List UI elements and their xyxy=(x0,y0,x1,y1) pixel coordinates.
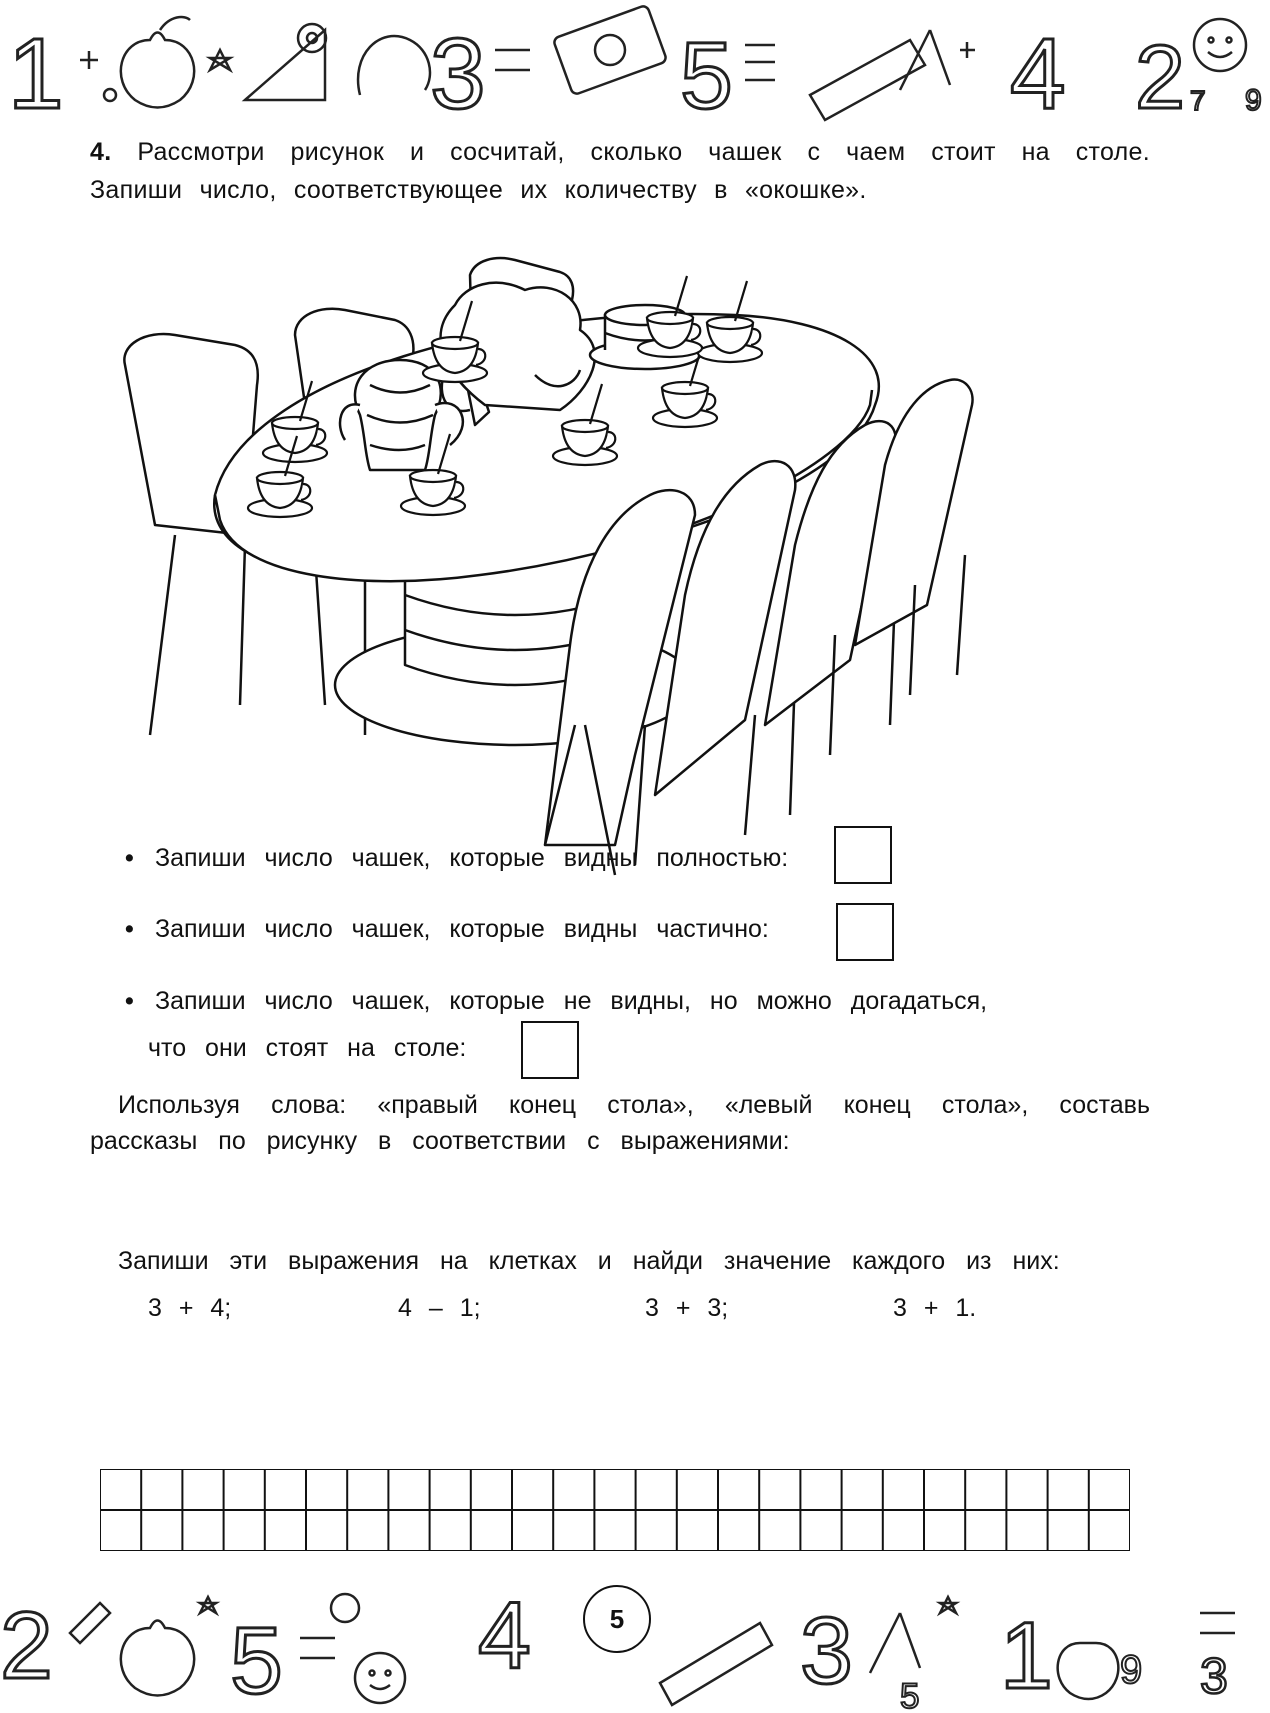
answer-box-partially-visible[interactable] xyxy=(836,903,894,961)
apple-icon xyxy=(121,33,194,108)
question-not-visible-continuation xyxy=(148,1029,466,1067)
tea-cup xyxy=(638,276,702,357)
answer-box-not-visible[interactable] xyxy=(521,1021,579,1079)
star-icon xyxy=(200,1597,216,1613)
decor-digit: 3 xyxy=(800,1598,853,1704)
smiley-face-icon xyxy=(355,1653,405,1703)
decor-digit: 9 xyxy=(1245,84,1262,117)
question-partially-visible xyxy=(125,910,769,948)
decor-digit: 4 xyxy=(478,1583,531,1689)
eraser-icon xyxy=(70,1603,110,1643)
question-not-visible xyxy=(125,982,1155,1020)
expression-4: 3 + 1. xyxy=(893,1294,977,1322)
ruler-icon xyxy=(660,1623,772,1705)
page-number xyxy=(583,1585,651,1653)
question-label-line1: Запиши число чашек, которые не видны, но можно догадаться, xyxy=(155,987,988,1015)
decor-digit: 1 xyxy=(8,18,64,130)
decor-digit: 7 xyxy=(1190,85,1206,116)
task-text xyxy=(90,133,1150,209)
expression-2: 4 – 1; xyxy=(398,1294,481,1322)
triangle-ruler-icon xyxy=(245,30,325,100)
decor-digit: 3 xyxy=(1200,1648,1228,1704)
star-icon xyxy=(940,1597,956,1613)
writing-grid[interactable] xyxy=(100,1469,1130,1551)
task-number: 4. xyxy=(90,138,112,166)
ruler-icon xyxy=(810,40,925,120)
question-label: Запиши число чашек, которые видны частично: xyxy=(155,915,769,943)
question-fully-visible xyxy=(125,839,788,877)
tea-cup xyxy=(698,281,762,362)
decor-digit: 1 xyxy=(1000,1603,1053,1709)
write-instruction: Запиши эти выражения на клетках и найди значение каждого из них: xyxy=(118,1247,1060,1275)
smiley-face-icon xyxy=(1194,19,1246,71)
table-with-cups-illustration xyxy=(115,255,1115,885)
decor-digit: 3 xyxy=(430,18,486,130)
apple-icon xyxy=(1058,1643,1119,1699)
decor-digit: 5 xyxy=(900,1677,920,1713)
compass-icon xyxy=(900,30,950,90)
decor-digit: 2 xyxy=(0,1593,53,1699)
task-instruction: Рассмотри рисунок и сосчитай, сколько чашек с чаем стоит на столе. Запиши число, соответствующее их количеству в «окошке». xyxy=(90,138,1151,204)
apple-icon xyxy=(121,1621,194,1696)
question-label-line2: что они стоят на столе: xyxy=(148,1034,467,1062)
bullet-icon: • xyxy=(125,915,134,943)
decor-digit: 2 xyxy=(1135,28,1186,128)
magnet-icon xyxy=(358,36,430,95)
decorative-border-top xyxy=(0,0,1270,130)
flower-icon xyxy=(298,24,326,52)
star-icon xyxy=(210,50,230,70)
decor-digit: 5 xyxy=(680,23,733,129)
answer-box-fully-visible[interactable] xyxy=(834,826,892,884)
decor-digit: 4 xyxy=(1010,18,1066,130)
stories-instruction: Используя слова: «правый конец стола», «левый конец стола», составь рассказы по рисунку в соответствии с выражениями: xyxy=(90,1091,1150,1155)
page-number-value: 5 xyxy=(609,1603,625,1634)
banknote-icon xyxy=(553,5,667,96)
expression-3: 3 + 3; xyxy=(645,1294,729,1322)
compass-icon xyxy=(870,1613,920,1673)
bullet-icon: • xyxy=(125,844,134,872)
flower-icon xyxy=(331,1594,359,1622)
question-label: Запиши число чашек, которые видны полностью: xyxy=(155,844,789,872)
expression-1: 3 + 4; xyxy=(148,1294,232,1322)
bullet-icon: • xyxy=(125,987,134,1015)
decor-digit: 9 xyxy=(1120,1648,1143,1692)
decor-digit: 5 xyxy=(230,1608,283,1713)
